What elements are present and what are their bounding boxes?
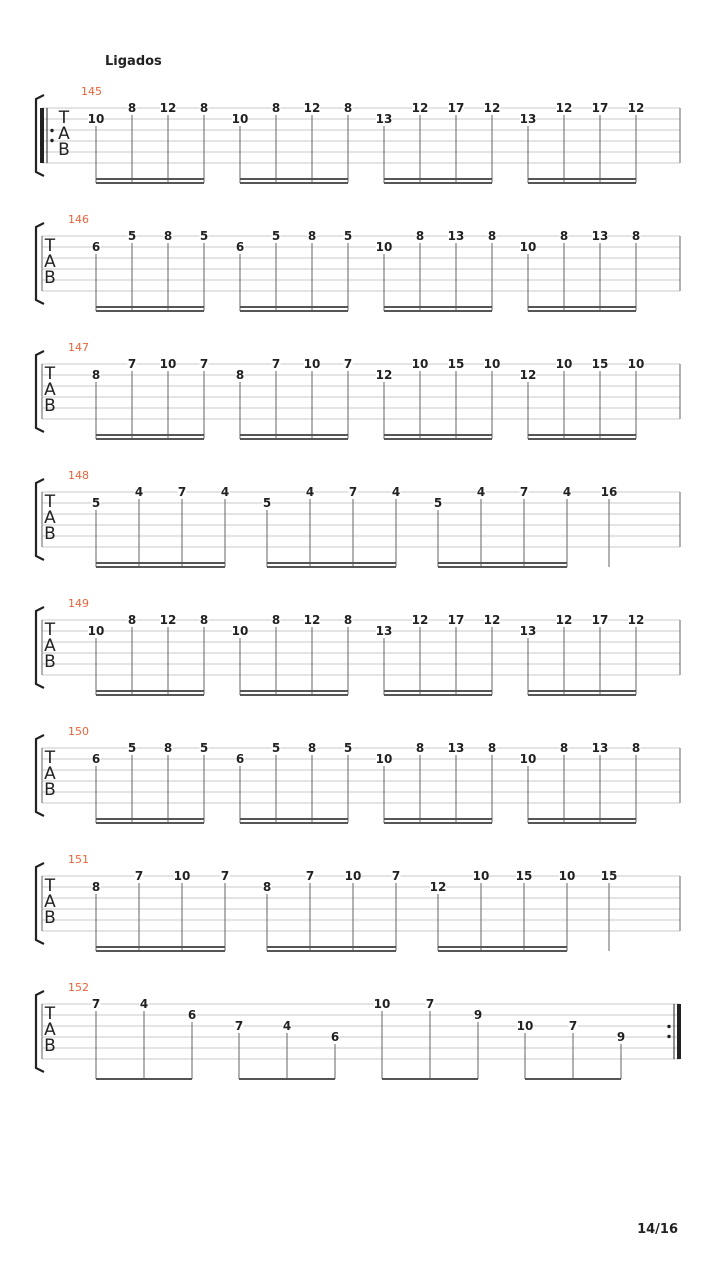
fret-number: 5	[262, 496, 272, 510]
fret-number: 6	[330, 1030, 340, 1044]
fret-number: 7	[199, 357, 209, 371]
fret-number: 10	[519, 240, 537, 254]
measure-number: 146	[68, 213, 89, 226]
tab-clef-letter: A	[44, 892, 56, 912]
tab-clef-letter: A	[44, 508, 56, 528]
tab-clef-letter: T	[58, 108, 70, 128]
fret-number: 13	[375, 112, 393, 126]
tab-clef-letter: B	[58, 140, 70, 160]
fret-number: 8	[91, 368, 101, 382]
fret-number: 8	[307, 229, 317, 243]
tab-clef-letter: A	[44, 1020, 56, 1040]
tab-clef-letter: A	[44, 636, 56, 656]
fret-number: 7	[91, 997, 101, 1011]
fret-number: 10	[87, 624, 105, 638]
fret-number: 7	[425, 997, 435, 1011]
fret-number: 8	[487, 229, 497, 243]
system-brace	[36, 863, 44, 944]
tab-clef-letter: B	[44, 268, 56, 288]
fret-number: 8	[199, 101, 209, 115]
fret-number: 16	[600, 485, 618, 499]
fret-number: 5	[199, 741, 209, 755]
fret-number: 10	[231, 112, 249, 126]
fret-number: 8	[127, 101, 137, 115]
fret-number: 8	[631, 229, 641, 243]
fret-number: 7	[348, 485, 358, 499]
fret-number: 10	[411, 357, 429, 371]
fret-number: 10	[173, 869, 191, 883]
fret-number: 10	[159, 357, 177, 371]
fret-number: 8	[343, 101, 353, 115]
fret-number: 4	[391, 485, 401, 499]
fret-number: 10	[472, 869, 490, 883]
fret-number: 12	[429, 880, 447, 894]
fret-number: 10	[303, 357, 321, 371]
fret-number: 10	[516, 1019, 534, 1033]
fret-number: 12	[303, 613, 321, 627]
fret-number: 5	[127, 229, 137, 243]
fret-number: 5	[271, 741, 281, 755]
fret-number: 7	[568, 1019, 578, 1033]
fret-number: 8	[262, 880, 272, 894]
fret-number: 5	[433, 496, 443, 510]
fret-number: 4	[134, 485, 144, 499]
fret-number: 6	[235, 752, 245, 766]
fret-number: 12	[159, 613, 177, 627]
fret-number: 13	[447, 741, 465, 755]
page-number: 14/16	[637, 1222, 678, 1237]
fret-number: 10	[344, 869, 362, 883]
fret-number: 7	[234, 1019, 244, 1033]
fret-number: 4	[562, 485, 572, 499]
fret-number: 15	[515, 869, 533, 883]
fret-number: 6	[91, 752, 101, 766]
repeat-end-thick-bar	[677, 1004, 681, 1059]
fret-number: 7	[220, 869, 230, 883]
repeat-dot	[50, 129, 53, 132]
fret-number: 13	[519, 624, 537, 638]
fret-number: 12	[627, 101, 645, 115]
fret-number: 8	[559, 229, 569, 243]
fret-number: 8	[487, 741, 497, 755]
fret-number: 8	[631, 741, 641, 755]
measure-number: 152	[68, 981, 89, 994]
fret-number: 7	[519, 485, 529, 499]
fret-number: 7	[343, 357, 353, 371]
system-brace	[36, 223, 44, 304]
repeat-dot	[667, 1035, 670, 1038]
measure-number: 149	[68, 597, 89, 610]
tab-clef-letter: T	[44, 876, 56, 896]
fret-number: 12	[555, 613, 573, 627]
measure-number: 148	[68, 469, 89, 482]
fret-number: 10	[558, 869, 576, 883]
repeat-dot	[50, 139, 53, 142]
fret-number: 15	[600, 869, 618, 883]
fret-number: 10	[519, 752, 537, 766]
fret-number: 12	[375, 368, 393, 382]
fret-number: 15	[447, 357, 465, 371]
tab-clef-letter: T	[44, 492, 56, 512]
tab-clef-letter: T	[44, 364, 56, 384]
tab-clef-letter: T	[44, 236, 56, 256]
fret-number: 5	[271, 229, 281, 243]
fret-number: 8	[343, 613, 353, 627]
system-brace	[36, 607, 44, 688]
fret-number: 17	[447, 613, 465, 627]
fret-number: 12	[519, 368, 537, 382]
fret-number: 10	[231, 624, 249, 638]
fret-number: 12	[411, 101, 429, 115]
fret-number: 10	[87, 112, 105, 126]
system-brace	[36, 991, 44, 1072]
system-brace	[36, 479, 44, 560]
fret-number: 5	[127, 741, 137, 755]
tab-clef-letter: B	[44, 524, 56, 544]
fret-number: 12	[555, 101, 573, 115]
fret-number: 13	[519, 112, 537, 126]
fret-number: 7	[391, 869, 401, 883]
fret-number: 5	[343, 229, 353, 243]
tab-clef-letter: B	[44, 1036, 56, 1056]
fret-number: 4	[139, 997, 149, 1011]
repeat-dot	[667, 1025, 670, 1028]
fret-number: 4	[476, 485, 486, 499]
tab-clef-letter: T	[44, 620, 56, 640]
fret-number: 8	[163, 229, 173, 243]
section-title: Ligados	[105, 54, 162, 69]
fret-number: 8	[559, 741, 569, 755]
fret-number: 12	[627, 613, 645, 627]
fret-number: 5	[199, 229, 209, 243]
tab-clef-letter: A	[44, 380, 56, 400]
fret-number: 10	[483, 357, 501, 371]
fret-number: 6	[235, 240, 245, 254]
fret-number: 8	[415, 741, 425, 755]
fret-number: 10	[373, 997, 391, 1011]
fret-number: 9	[616, 1030, 626, 1044]
fret-number: 10	[555, 357, 573, 371]
measure-number: 151	[68, 853, 89, 866]
fret-number: 12	[483, 101, 501, 115]
fret-number: 10	[375, 240, 393, 254]
fret-number: 4	[305, 485, 315, 499]
measure-number: 145	[81, 85, 102, 98]
fret-number: 13	[447, 229, 465, 243]
fret-number: 12	[303, 101, 321, 115]
fret-number: 8	[415, 229, 425, 243]
fret-number: 7	[271, 357, 281, 371]
tab-clef-letter: A	[44, 252, 56, 272]
fret-number: 7	[127, 357, 137, 371]
fret-number: 17	[447, 101, 465, 115]
tab-clef-letter: A	[58, 124, 70, 144]
fret-number: 4	[282, 1019, 292, 1033]
fret-number: 17	[591, 613, 609, 627]
fret-number: 8	[163, 741, 173, 755]
fret-number: 8	[199, 613, 209, 627]
fret-number: 6	[187, 1008, 197, 1022]
fret-number: 9	[473, 1008, 483, 1022]
fret-number: 15	[591, 357, 609, 371]
fret-number: 10	[627, 357, 645, 371]
fret-number: 13	[375, 624, 393, 638]
fret-number: 5	[343, 741, 353, 755]
fret-number: 12	[483, 613, 501, 627]
fret-number: 13	[591, 741, 609, 755]
system-brace	[36, 351, 44, 432]
tab-clef-letter: B	[44, 908, 56, 928]
fret-number: 8	[235, 368, 245, 382]
measure-number: 150	[68, 725, 89, 738]
fret-number: 6	[91, 240, 101, 254]
tab-clef-letter: T	[44, 1004, 56, 1024]
system-brace	[36, 735, 44, 816]
repeat-start-thick-bar	[40, 108, 44, 163]
tab-clef-letter: A	[44, 764, 56, 784]
fret-number: 5	[91, 496, 101, 510]
fret-number: 12	[159, 101, 177, 115]
tab-clef-letter: B	[44, 396, 56, 416]
fret-number: 4	[220, 485, 230, 499]
fret-number: 8	[127, 613, 137, 627]
fret-number: 12	[411, 613, 429, 627]
tab-clef-letter: B	[44, 780, 56, 800]
fret-number: 13	[591, 229, 609, 243]
fret-number: 7	[305, 869, 315, 883]
fret-number: 8	[307, 741, 317, 755]
tab-clef-letter: T	[44, 748, 56, 768]
fret-number: 17	[591, 101, 609, 115]
fret-number: 7	[134, 869, 144, 883]
fret-number: 7	[177, 485, 187, 499]
tab-clef-letter: B	[44, 652, 56, 672]
measure-number: 147	[68, 341, 89, 354]
fret-number: 8	[271, 613, 281, 627]
fret-number: 8	[271, 101, 281, 115]
fret-number: 10	[375, 752, 393, 766]
fret-number: 8	[91, 880, 101, 894]
